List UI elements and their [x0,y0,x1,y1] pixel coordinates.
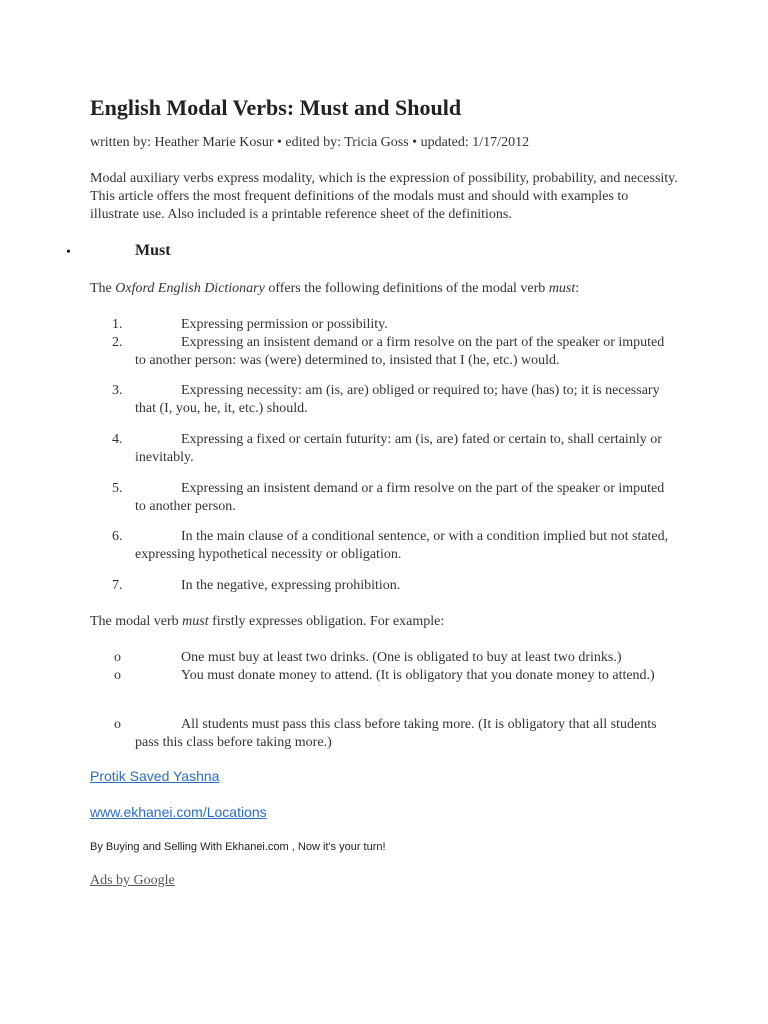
definition-number: 4. [112,432,123,447]
example-text: All students must pass this class before taking more. (It is obligatory that all students pass this class before taking more.) [135,717,657,750]
ads-by-google-link[interactable]: Ads by Google [90,873,175,888]
definition-number: 2. [112,335,123,350]
definition-text: Expressing permission or possibility. [181,317,388,332]
example-item [135,667,675,685]
definition-text: Expressing a fixed or certain futurity: am (is, are) fated or certain to, shall certainly or inevitably. [135,432,662,465]
oed-title: Oxford English Dictionary [115,281,265,296]
definition-item [135,480,675,516]
definition-item [135,382,675,418]
ad-description: By Buying and Selling With Ekhanei.com , Now it's your turn! [90,841,386,853]
oed-middle: offers the following definitions of the modal verb [264,281,549,296]
definition-number: 1. [112,317,123,332]
example-item [135,649,675,667]
example-text: You must donate money to attend. (It is obligatory that you donate money to attend.) [181,668,655,683]
section-bullet: • [66,245,71,260]
definition-number: 6. [112,529,123,544]
obligation-word: must [182,614,209,629]
example-item [135,716,675,752]
definition-text: Expressing an insistent demand or a firm resolve on the part of the speaker or imputed to another person. [135,481,665,514]
definition-item [135,316,675,334]
article-title: English Modal Verbs: Must and Should [90,95,462,120]
ad-url-link[interactable]: www.ekhanei.com/Locations [90,804,267,820]
definition-item [135,431,675,467]
definition-item [135,334,675,370]
definition-text: Expressing necessity: am (is, are) obliged or required to; have (has) to; it is necessary that (I, you, he, it, etc.) should. [135,383,660,416]
definition-number: 7. [112,578,123,593]
oed-intro-line [90,280,579,298]
definition-text: In the negative, expressing prohibition. [181,578,401,593]
oed-prefix: The [90,281,116,296]
definition-number: 3. [112,383,123,398]
definition-text: In the main clause of a conditional sentence, or with a condition implied but not stated, expressing hypothetical necessity or obligation. [135,529,669,562]
definition-item [135,528,675,564]
example-bullet: o [114,668,121,683]
obligation-intro-line [90,613,444,631]
definition-item [135,577,675,595]
definition-text: Expressing an insistent demand or a firm resolve on the part of the speaker or imputed to another person: was (were) determined to, insisted that I (he, etc.) would. [135,335,665,368]
oed-word: must [548,281,576,296]
example-bullet: o [114,650,121,665]
section-heading-must: Must [135,242,171,259]
obligation-suffix: firstly expresses obligation. For example: [208,614,445,629]
oed-suffix: : [575,281,580,296]
definition-number: 5. [112,481,123,496]
article-intro: Modal auxiliary verbs express modality, which is the expression of possibility, probability, and necessity. This article offers the most frequent definitions of the modals must and should with examples to illustrate use. Also included is a printable reference sheet of the definitions. [90,171,678,222]
example-text: One must buy at least two drinks. (One is obligated to buy at least two drinks.) [181,650,622,665]
example-bullet: o [114,717,121,732]
article-byline: written by: Heather Marie Kosur • edited by: Tricia Goss • updated: 1/17/2012 [90,135,530,150]
ad-title-link[interactable]: Protik Saved Yashna [90,768,220,784]
obligation-prefix: The modal verb [90,614,183,629]
